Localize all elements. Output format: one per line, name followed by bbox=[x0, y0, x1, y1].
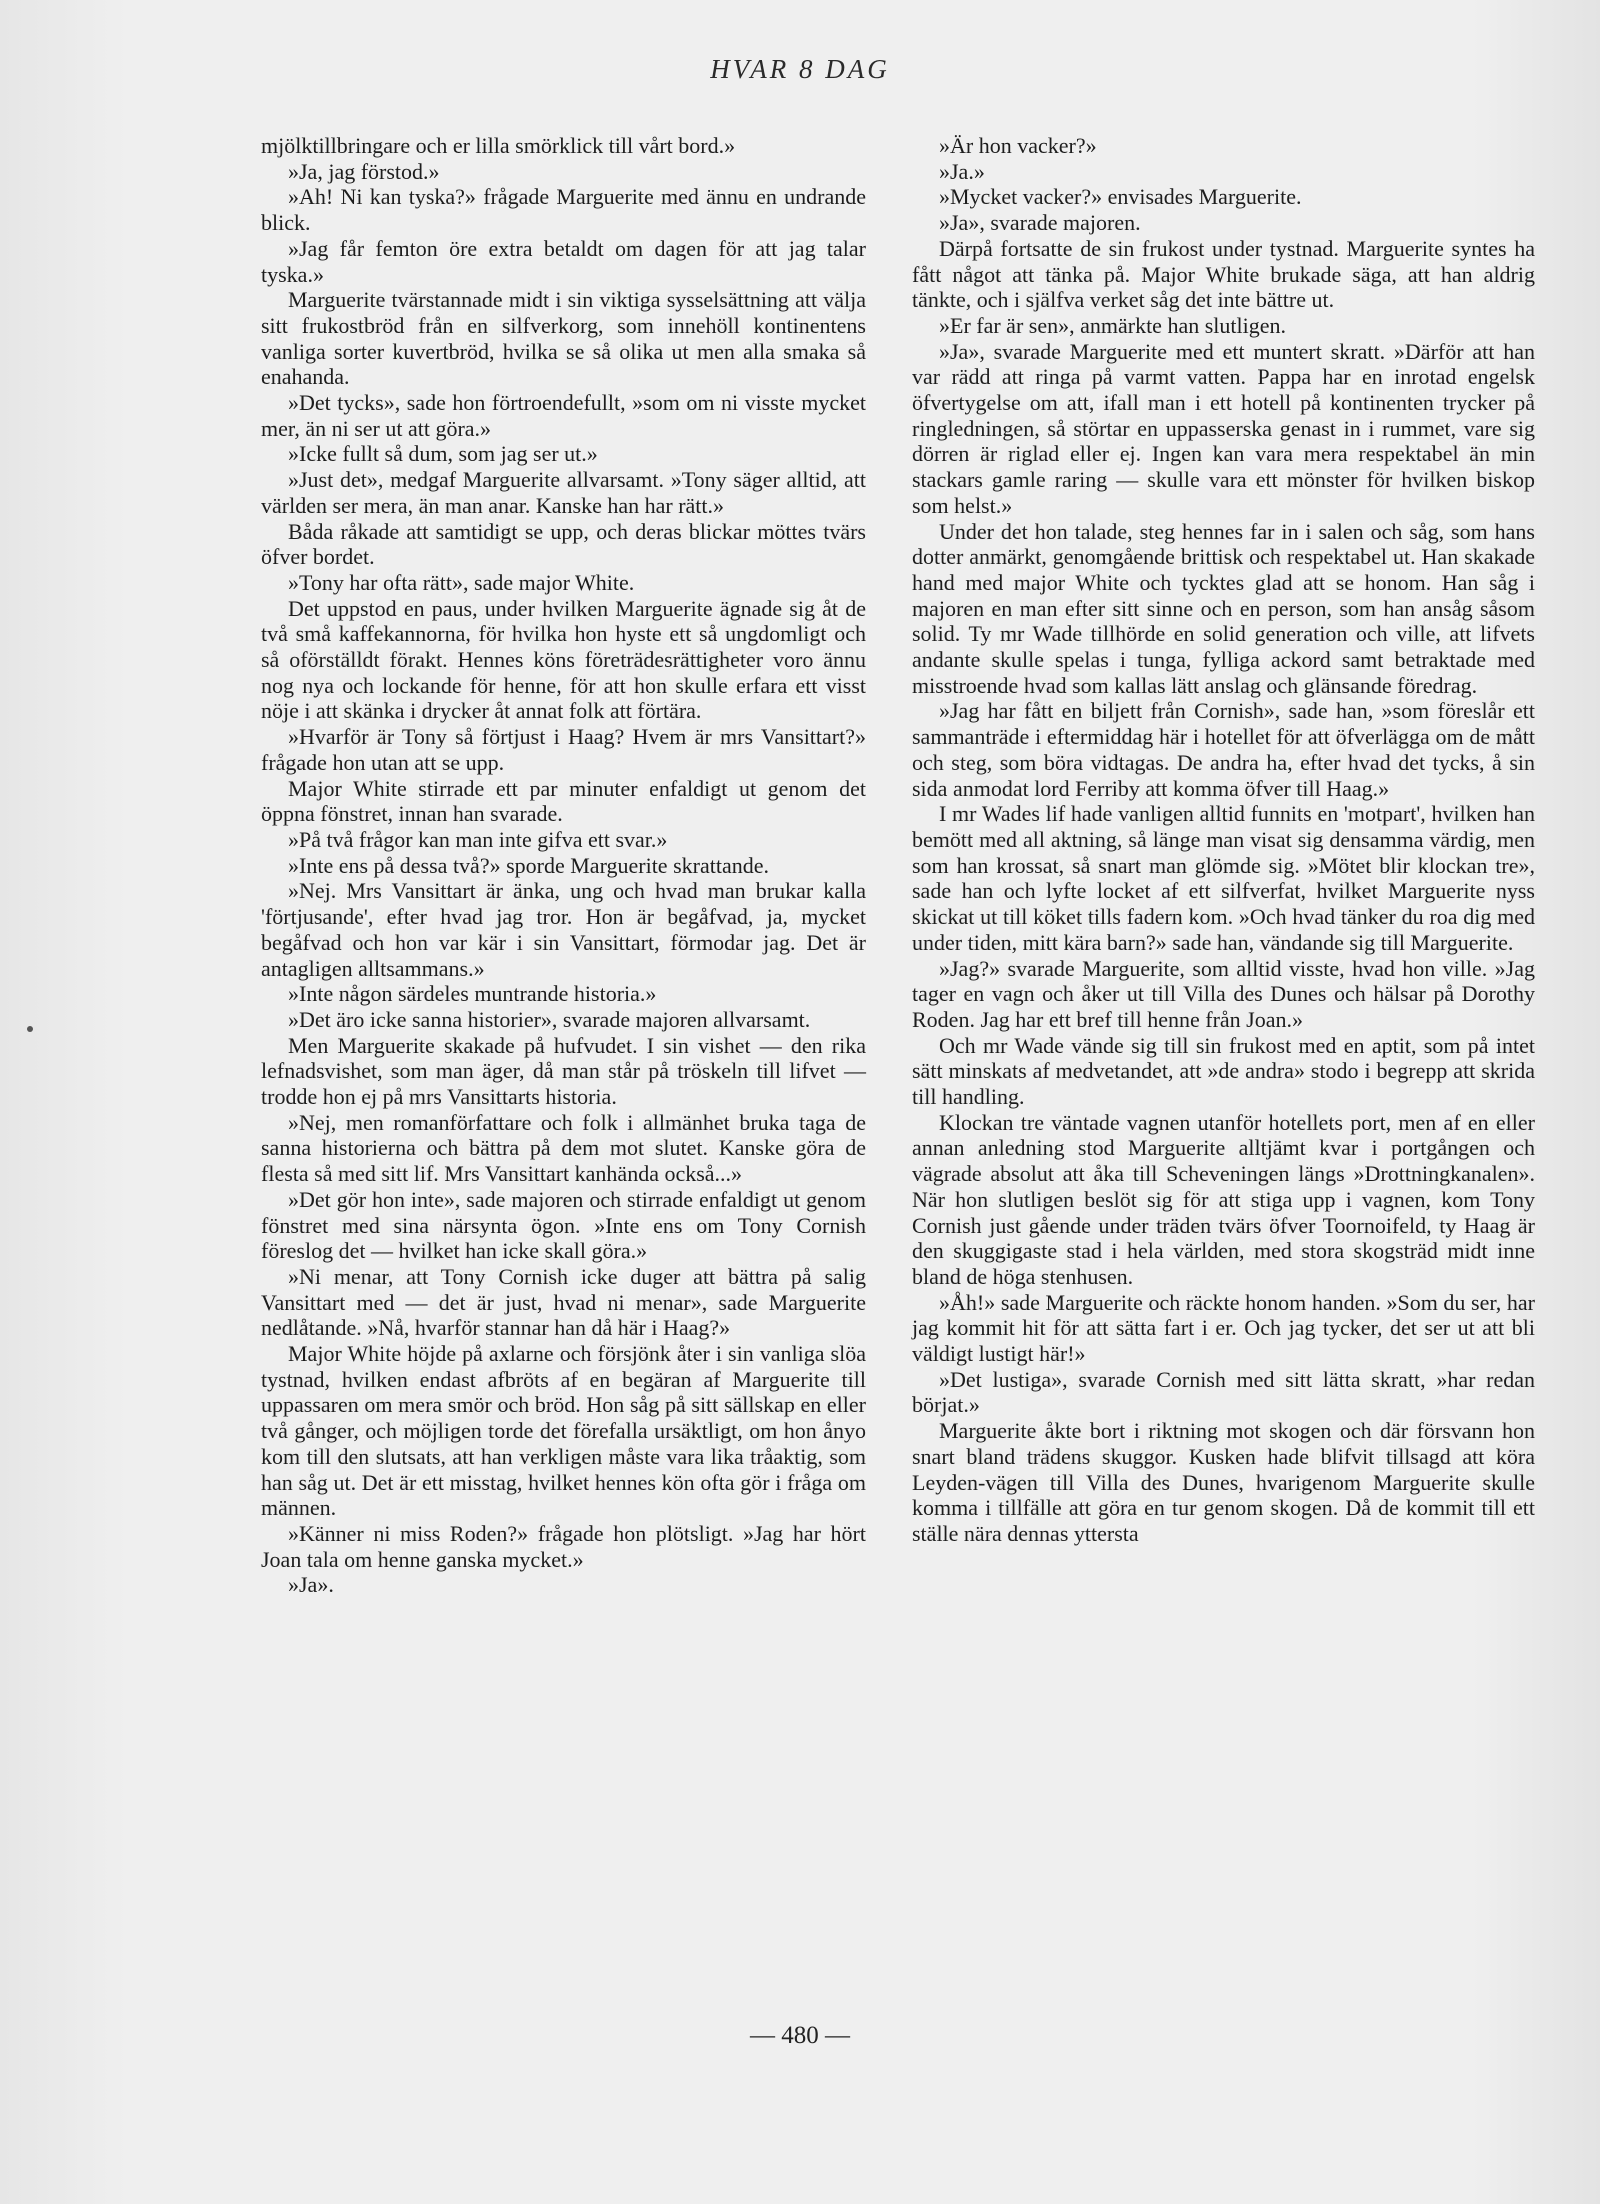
paragraph: »Det gör hon inte», sade majoren och stirrade enfaldigt ut genom fönstret med sina närsynta ögon. »Inte ens om Tony Cornish föreslog det — hvilket han icke skall göra.» bbox=[261, 1186, 866, 1264]
paragraph: »Det lustiga», svarade Cornish med sitt lätta skratt, »har redan börjat.» bbox=[912, 1366, 1535, 1418]
paragraph: Marguerite åkte bort i riktning mot skogen och där försvann hon snart bland trädens skuggor. Kusken hade blifvit tillsagd att köra Leyden-vägen till Villa des Dunes, hvarigenom Marguerite skulle komma i tillfälle att göra en tur genom skogen. Då de kommit till ett ställe nära dennas yttersta bbox=[912, 1418, 1535, 1546]
paragraph: »Ja», svarade Marguerite med ett muntert skratt. »Därför att han var rädd att ringa på varmt vatten. Pappa har en inrotad engelsk öfvertygelse om att, ifall man i ett hotell på kontinenten trycker på ringledningen, så störtar en uppasserska genast in i rummet, vare sig dörren är riglad eller ej. Ingen kan vara mera respektabel än min stackars gamle raring — skulle vara ett mönster för hvilken biskop som helst.» bbox=[912, 338, 1535, 518]
paragraph: »Tony har ofta rätt», sade major White. bbox=[288, 569, 635, 595]
right-column bbox=[912, 133, 1535, 1547]
paragraph: »Det äro icke sanna historier», svarade majoren allvarsamt. bbox=[288, 1006, 811, 1032]
paragraph: »Det tycks», sade hon förtroendefullt, »som om ni visste mycket mer, än ni ser ut att göra.» bbox=[261, 390, 866, 441]
paragraph: »Er far är sen», anmärkte han slutligen. bbox=[939, 312, 1286, 338]
paragraph: Båda råkade att samtidigt se upp, och deras blickar möttes tvärs öfver bordet. bbox=[261, 518, 866, 570]
paragraph: »Jag får femton öre extra betaldt om dagen för att jag talar tyska.» bbox=[261, 235, 866, 287]
paragraph: »På två frågor kan man inte gifva ett svar.» bbox=[288, 826, 668, 852]
paragraph: Major White stirrade ett par minuter enfaldigt ut genom det öppna fönstret, innan han svarade. bbox=[261, 775, 866, 827]
paragraph: »Nej, men romanförfattare och folk i allmänhet bruka taga de sanna historierna och bättra på dem mot slutet. Kanske göra de flesta så med sitt lif. Mrs Vansittart kanhända också...» bbox=[261, 1109, 866, 1187]
page-number: — 480 — bbox=[750, 2022, 850, 2049]
paragraph: »Ja, jag förstod.» bbox=[288, 158, 440, 184]
paragraph: Marguerite tvärstannade midt i sin viktiga sysselsättning att välja sitt frukostbröd från en silfverkorg, som innehöll kontinentens vanliga sorter kuvertbröd, hvilka se så olika ut men alla smaka så enahanda. bbox=[261, 287, 866, 390]
paragraph: Därpå fortsatte de sin frukost under tystnad. Marguerite syntes ha fått något att tänka på. Major White brukade säga, att han aldrig tänkte, och i själfva verket såg det inte bättre ut. bbox=[912, 235, 1535, 313]
paragraph: I mr Wades lif hade vanligen alltid funnits en 'motpart', hvilken han bemött med all aktning, så länge man visat sig densamma värdig, men som han krossat, så snart man glömde sig. »Mötet blir klockan tre», sade han och lyfte locket af ett silfverfat, hvilket Marguerite nyss skickat ut till köket tills fadern kom. »Och hvad tänker du roa dig med under tiden, mitt kära barn?» sade han, vändande sig till Marguerite. bbox=[912, 801, 1535, 955]
paragraph: »Hvarför är Tony så förtjust i Haag? Hvem är mrs Vansittart?» frågade hon utan att se upp. bbox=[261, 724, 866, 775]
paragraph: »Känner ni miss Roden?» frågade hon plötsligt. »Jag har hört Joan tala om henne ganska mycket.» bbox=[261, 1520, 866, 1572]
paragraph: »Ja». bbox=[288, 1572, 334, 1598]
paragraph: »Nej. Mrs Vansittart är änka, ung och hvad man brukar kalla 'förtjusande', efter hvad jag tror. Hon är begåfvad, ja, mycket begåfvad och hon var kär i sin Vansittart, förmodar jag. Det är antagligen alltsammans.» bbox=[261, 878, 866, 981]
paragraph: »Är hon vacker?» bbox=[939, 133, 1097, 158]
paragraph: »Mycket vacker?» envisades Marguerite. bbox=[939, 184, 1302, 210]
paragraph: »Jag?» svarade Marguerite, som alltid visste, hvad hon ville. »Jag tager en vagn och åker ut till Villa des Dunes och hälsar på Dorothy Roden. Jag har ett bref till henne från Joan.» bbox=[912, 955, 1535, 1032]
paragraph: »Inte någon särdeles muntrande historia.» bbox=[288, 981, 657, 1007]
paragraph: »Ah! Ni kan tyska?» frågade Marguerite med ännu en undrande blick. bbox=[261, 184, 866, 236]
paragraph: »Icke fullt så dum, som jag ser ut.» bbox=[288, 441, 598, 467]
paragraph: Under det hon talade, steg hennes far in i salen och såg, som hans dotter anmärkt, genomgående brittisk och respektabel ut. Han skakade hand med major White och tycktes glad att se honom. Han såg i majoren en man efter sitt sinne och en person, som han ansåg såsom solid. Ty mr Wade tillhörde en solid generation och ville, att lifvets andante skulle spelas i tunga, fylliga ackord samt betraktade med misstroende hvad som kallas lätt anslag och glänsande föredrag. bbox=[912, 518, 1535, 698]
running-head: HVAR 8 DAG bbox=[710, 54, 890, 84]
paragraph: mjölktillbringare och er lilla smörklick till vårt bord.» bbox=[261, 133, 736, 158]
paragraph: Major White höjde på axlarne och försjönk åter i sin vanliga slöa tystnad, hvilken endast afbröts af en begäran af Marguerite till uppassaren om mera smör och bröd. Hon såg på sitt sällskap en eller två gånger, och möjligen torde det förefalla ursäktligt, om hon ånyo kom till den slutsats, att han verkligen måste vara lika tråaktig, som han såg ut. Det är ett misstag, hvilket hennes kön ofta gör i fråga om männen. bbox=[261, 1341, 866, 1521]
left-column bbox=[261, 133, 866, 1598]
print-speck bbox=[27, 1026, 33, 1032]
paragraph: Men Marguerite skakade på hufvudet. I sin vishet — den rika lefnadsvishet, som man äger, då man står på tröskeln till lifvet — trodde hon ej på mrs Vansittarts historia. bbox=[261, 1032, 866, 1110]
paragraph: »Ni menar, att Tony Cornish icke duger att bättra på salig Vansittart med — det är just, hvad ni menar», sade Marguerite nedlåtande. »Nå, hvarför stannar han då här i Haag?» bbox=[261, 1263, 866, 1341]
paragraph: Det uppstod en paus, under hvilken Marguerite ägnade sig åt de två små kaffekannorna, för hvilka hon hyste ett så ungdomligt och så oförställdt förakt. Hennes köns företrädesrättigheter voro ännu nog nya och lockande för henne, för att hon skulle erfara ett visst nöje i att skänka i drycker åt annat folk att förtära. bbox=[261, 595, 866, 724]
paragraph: »Just det», medgaf Marguerite allvarsamt. »Tony säger alltid, att världen ser mera, än man anar. Kanske han har rätt.» bbox=[261, 467, 866, 518]
paragraph: »Ja.» bbox=[939, 158, 985, 184]
paragraph: »Jag har fått en biljett från Cornish», sade han, »som föreslår ett sammanträde i eftermiddag här i hotellet för att öfverlägga om de mått och steg, som böra vidtagas. De andra ha, efter hvad det tycks, å sin sida anmodat lord Ferriby att komma öfver till Haag.» bbox=[912, 698, 1535, 801]
paragraph: Och mr Wade vände sig till sin frukost med en aptit, som på intet sätt minskats af medvetandet, att »de andra» stodo i begrepp att skrida till handling. bbox=[912, 1032, 1535, 1110]
paragraph: »Åh!» sade Marguerite och räckte honom handen. »Som du ser, har jag kommit hit för att sätta fart i er. Och jag tycker, det ser ut att bli väldigt lustigt här!» bbox=[912, 1289, 1535, 1367]
paragraph: »Ja», svarade majoren. bbox=[939, 210, 1141, 236]
paragraph: »Inte ens på dessa två?» sporde Marguerite skrattande. bbox=[288, 852, 769, 878]
paragraph: Klockan tre väntade vagnen utanför hotellets port, men af en eller annan anledning stod Marguerite alltjämt kvar i portgången och vägrade absolut att åka till Scheveningen längs »Drottningkanalen». När hon slutligen beslöt sig för att stiga upp i vagnen, kom Tony Cornish just gående under träden tvärs öfver Toornoifeld, ty Haag är den skuggigaste stad i hela världen, med stora skogsträd midt inne bland de höga stenhusen. bbox=[912, 1109, 1535, 1289]
